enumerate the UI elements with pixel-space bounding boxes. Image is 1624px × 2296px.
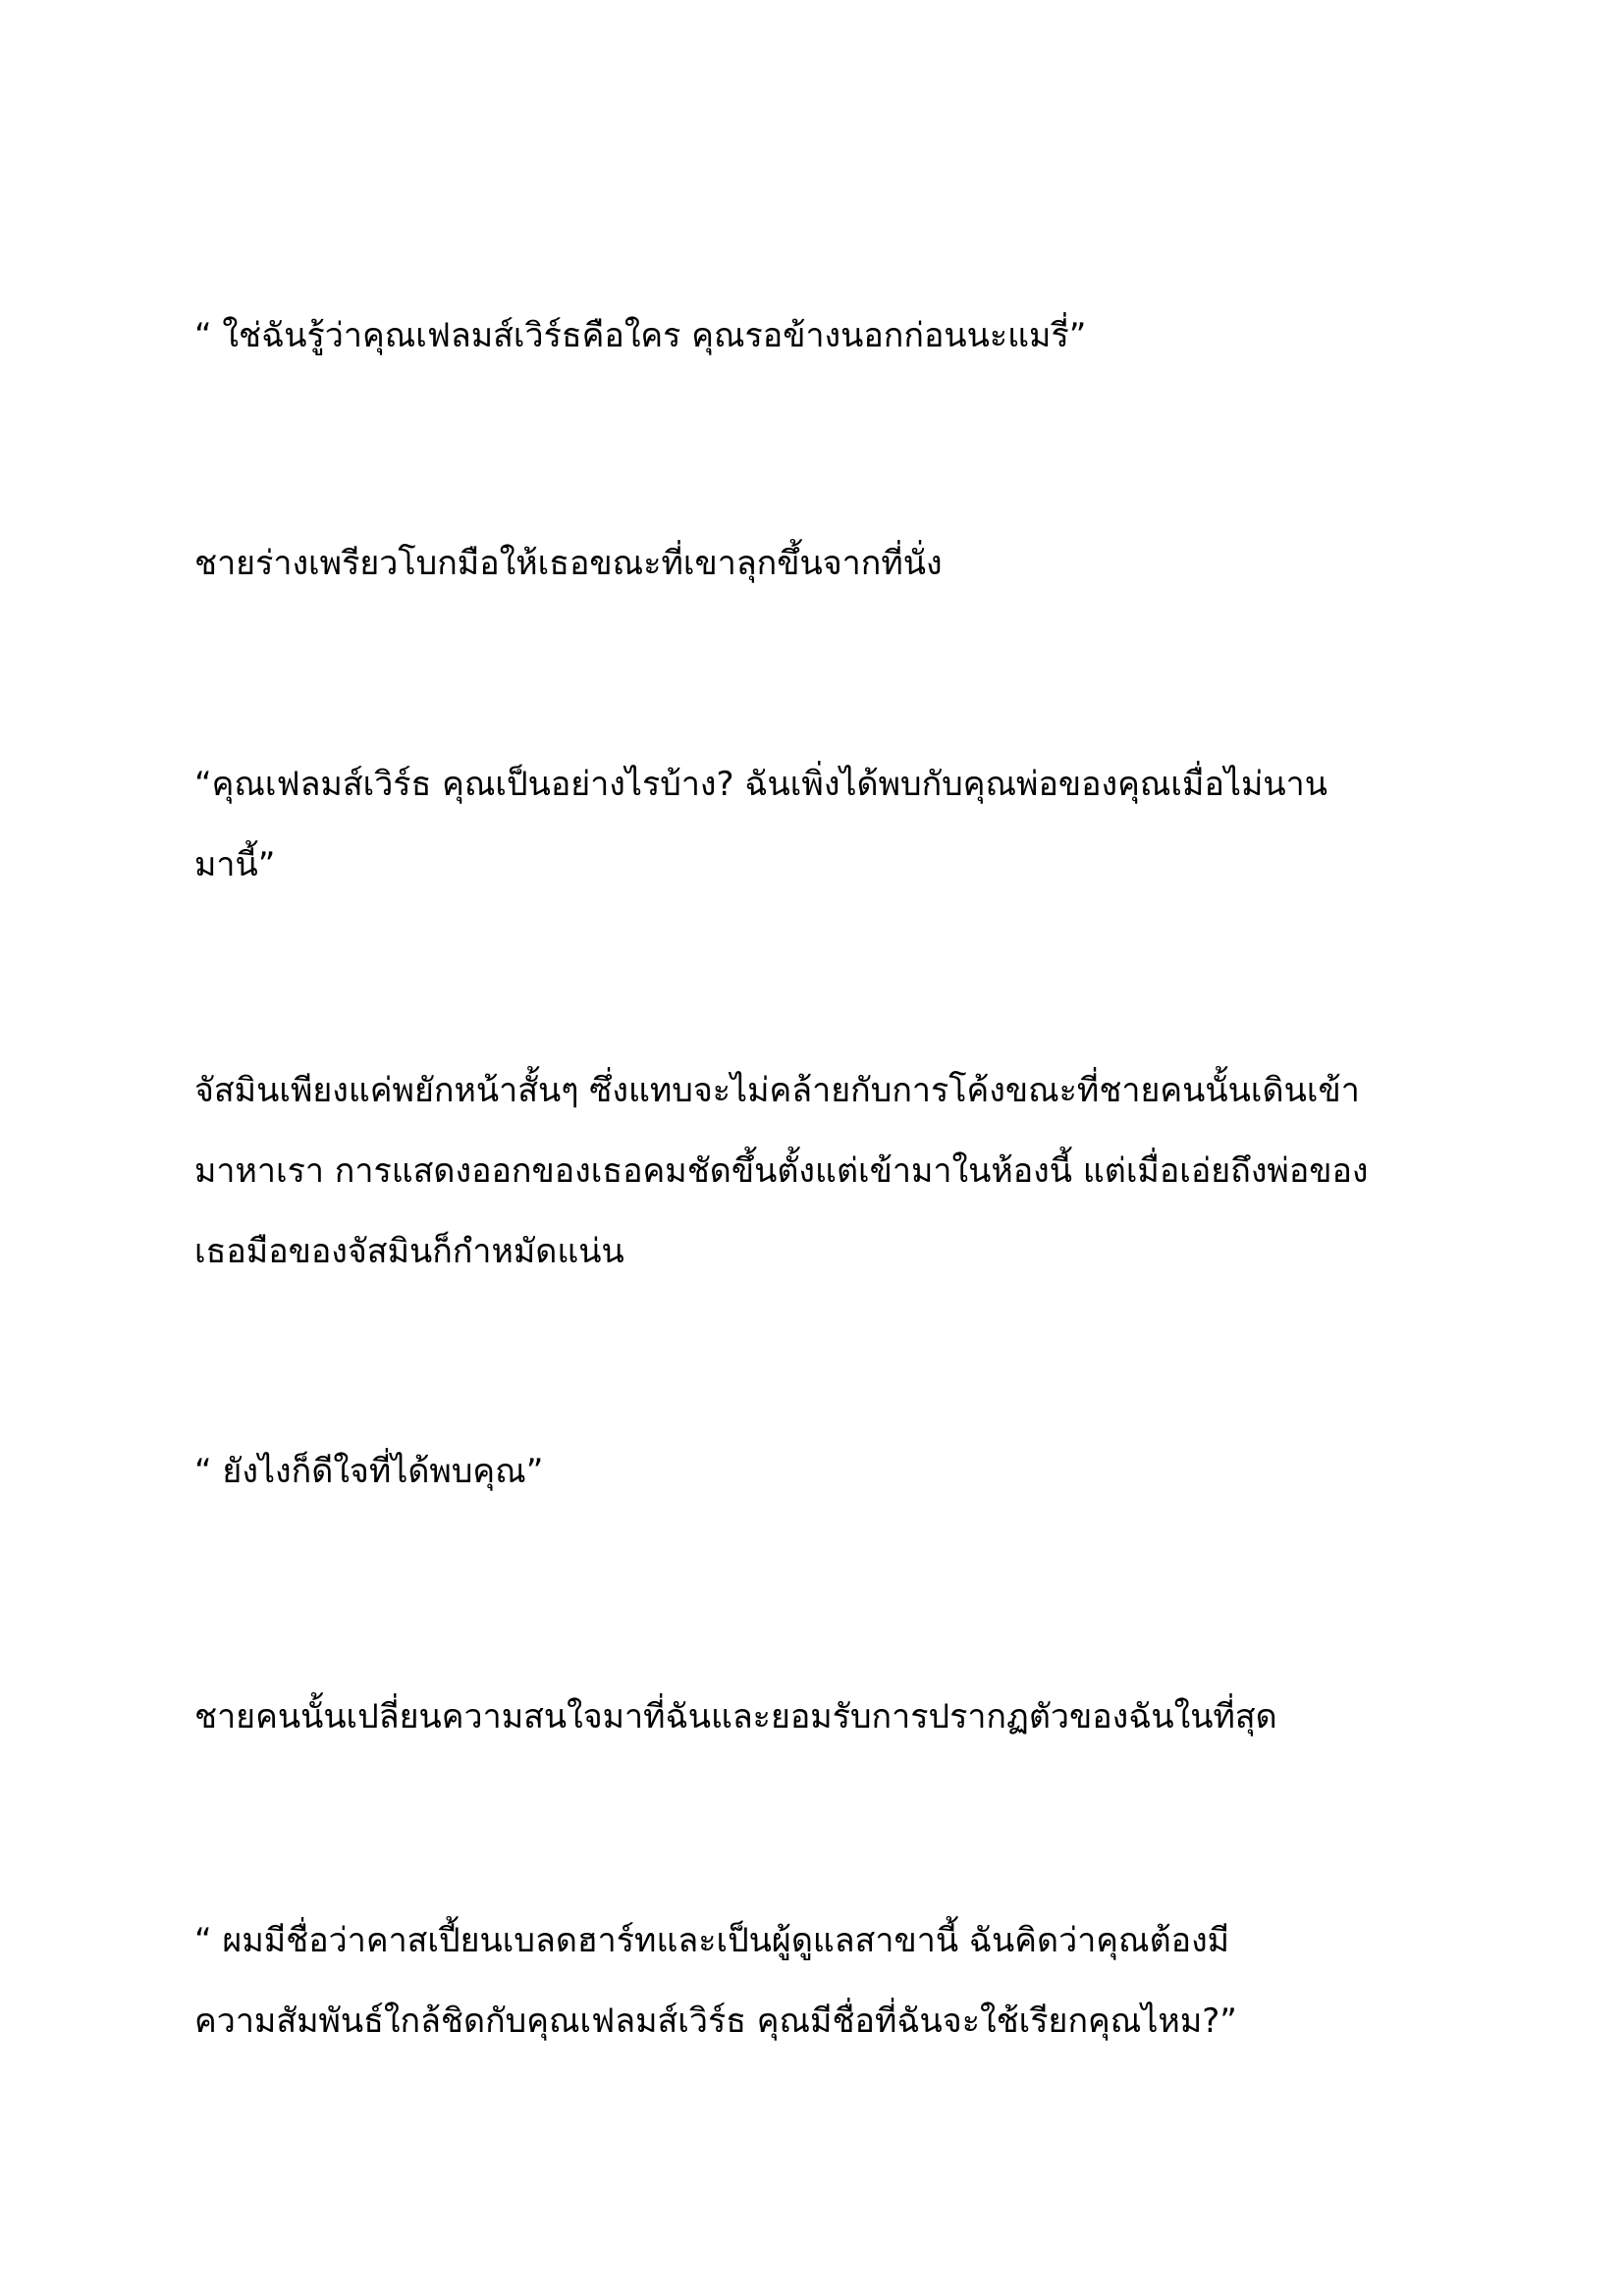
paragraph-3 <box>194 744 1432 905</box>
text-line: ชายร่างเพรียวโบกมือให้เธอขณะที่เขาลุกขึ้นจากที่นั่ง <box>194 544 943 583</box>
text-line: มานี้” <box>194 845 276 884</box>
text-line: ชายคนนั้นเปลี่ยนความสนใจมาที่ฉันและยอมรับการปรากฏตัวของฉันในที่สุด <box>194 1697 1277 1736</box>
paragraph-7 <box>194 1900 1432 2061</box>
text-line: มาหาเรา การแสดงออกของเธอคมชัดขึ้นตั้งแต่เข้ามาในห้องนี้ แต่เมื่อเอ่ยถึงพ่อของ <box>194 1151 1369 1191</box>
text-line: “คุณเฟลมส์เวิร์ธ คุณเป็นอย่างไรบ้าง? ฉันเพิ่งได้พบกับคุณพ่อของคุณเมื่อไม่นาน <box>194 765 1327 804</box>
text-line: “ ใช่ฉันรู้ว่าคุณเฟลมส์เวิร์ธคือใคร คุณรอข้างนอกก่อนนะแมรี่” <box>194 316 1087 355</box>
paragraph-1 <box>194 295 1432 376</box>
paragraph-5 <box>194 1431 1432 1512</box>
text-line: จัสมินเพียงแค่พยักหน้าสั้นๆ ซึ่งแทบจะไม่คล้ายกับการโค้งขณะที่ชายคนนั้นเดินเข้า <box>194 1071 1360 1110</box>
text-line: “ ยังไงก็ดีใจที่ได้พบคุณ” <box>194 1452 544 1491</box>
paragraph-4 <box>194 1050 1432 1292</box>
paragraph-6 <box>194 1677 1432 1757</box>
paragraph-2 <box>194 523 1432 604</box>
text-line: “ ผมมีชื่อว่าคาสเปี้ยนเบลดฮาร์ทและเป็นผู้ดูแลสาขานี้ ฉันคิดว่าคุณต้องมี <box>194 1921 1230 1960</box>
text-line: ความสัมพันธ์ใกล้ชิดกับคุณเฟลมส์เวิร์ธ คุณมีชื่อที่ฉันจะใช้เรียกคุณไหม?” <box>194 2002 1237 2041</box>
text-line: เธอมือของจัสมินก็กำหมัดแน่น <box>194 1232 624 1271</box>
